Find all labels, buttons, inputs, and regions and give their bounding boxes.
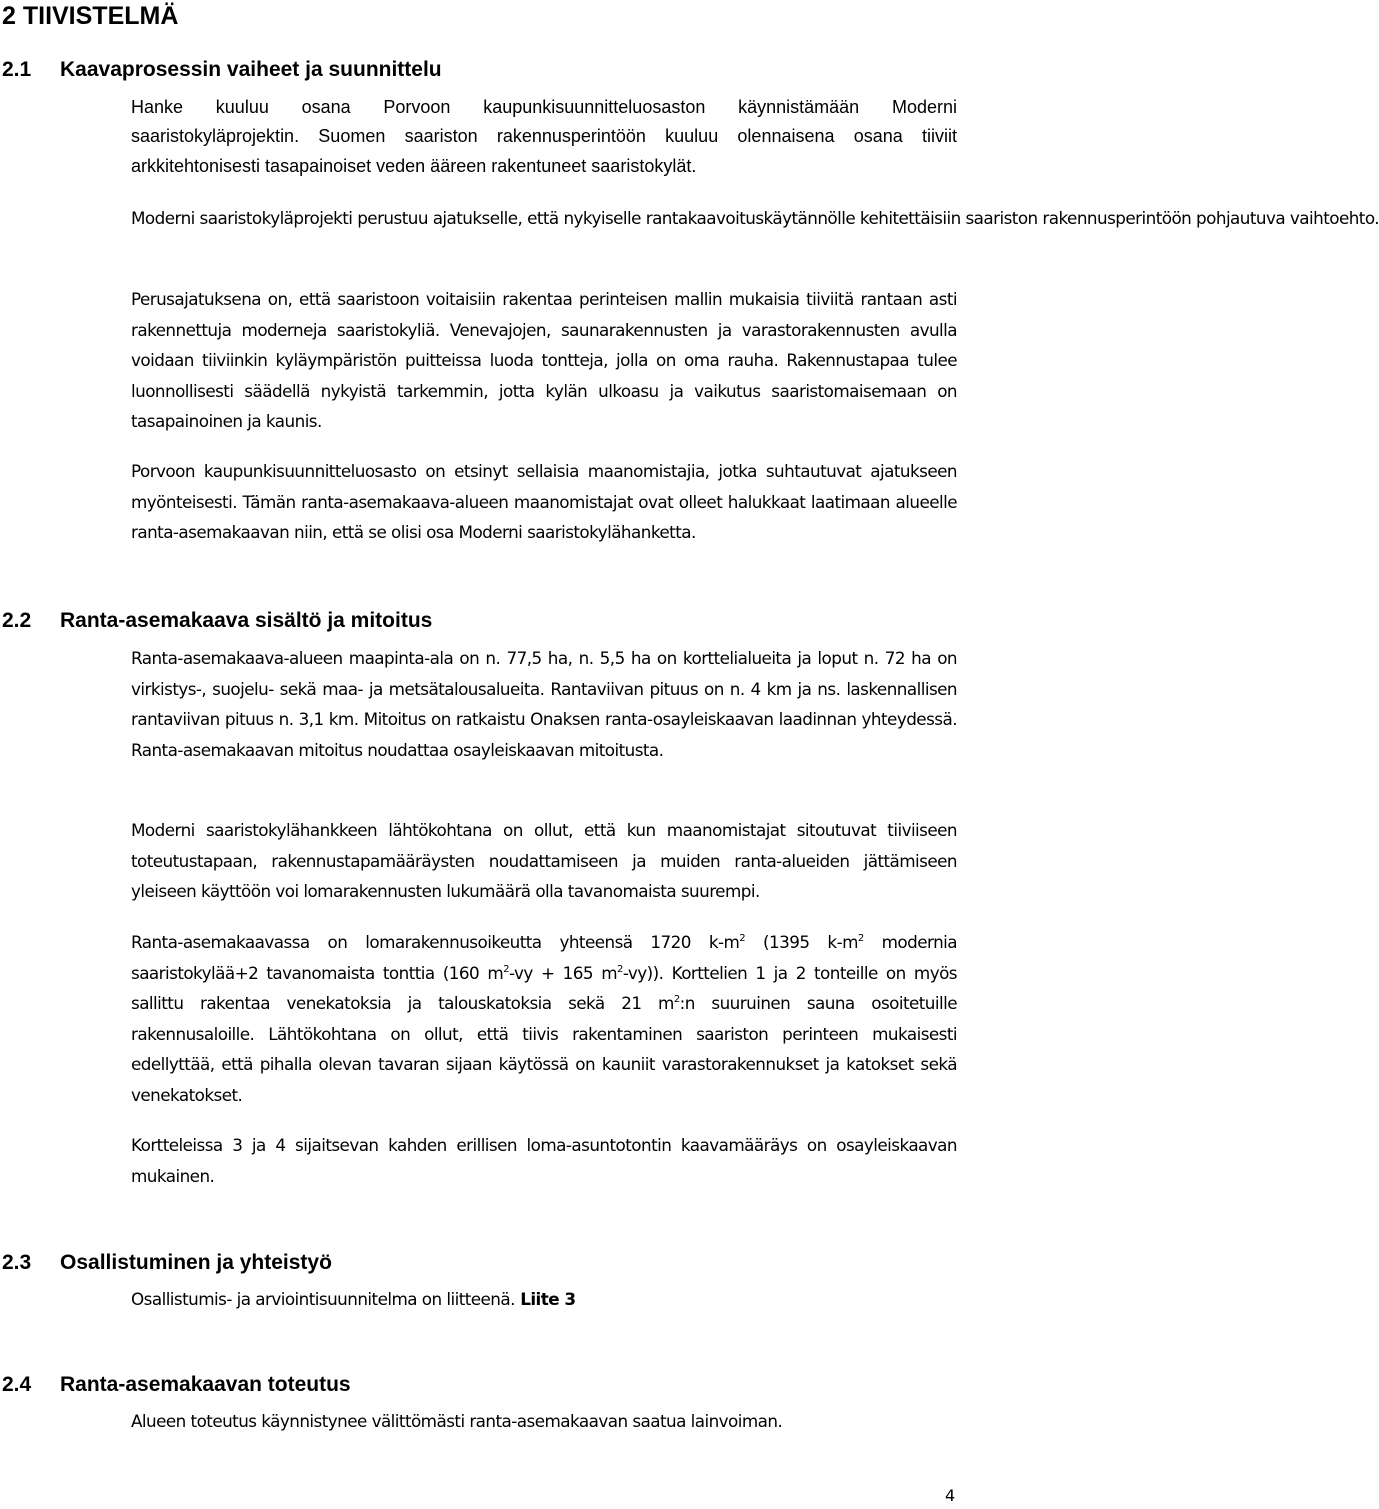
section-title: Ranta-asemakaava sisältö ja mitoitus (60, 609, 433, 632)
paragraph: Ranta-asemakaavassa on lomarakennusoikeutta yhteensä 1720 $k-m^2$ (1395 $k-m^2$ modernia saaristokylää+2 tavanomaista tonttia (160 $m^2-vy + 165$ $m^2-vy$)). Korttelien 1 ja 2 tonteille on myös sallittu rakentaa venekatoksia ja talouskatoksia sekä 21 $m^2:n$ suuruinen sauna osoitetuille rakennusaloille. Lähtökohtana on ollut, että tiivis rakentaminen saariston perinteen mukaisesti edellyttää, että pihalla olevan tavaran sijaan käytössä on kauniit varastorakennukset ja katokset sekä venekatokset. (131, 932, 958, 1105)
paragraph: Porvoon kaupunkisuunnitteluosasto on etsinyt sellaisia maanomistajia, jotka suhtautuvat ajatukseen myönteisesti. Tämän ranta-asemakaava-alueen maanomistajat ovat olleet halukkaat laatimaan alueelle ranta-asemakaavan niin, että se olisi osa Moderni saaristokylähanketta. (131, 461, 957, 543)
paragraph: Moderni saaristokyläprojekti perustuu ajatukselle, että nykyiselle rantakaavoituskäytännölle kehitettäisiin saariston rakennusperintöön pohjautuva vaihtoehto. (131, 208, 1379, 228)
page-number: 4 (945, 1486, 956, 1505)
section-number: 2.2 (2, 609, 32, 632)
section-heading-2-1 (2, 58, 442, 82)
section-title: Kaavaprosessin vaiheet ja suunnittelu (60, 58, 442, 81)
paragraph: Hanke kuuluu osana Porvoon kaupunkisuunnitteluosaston käynnistämään Moderni saaristokyläprojektin. Suomen saariston rakennusperintöön kuuluu olennaisena osana tiiviit arkkitehtonisesti tasapainoiset veden ääreen rakentuneet saaristokylät. (131, 97, 957, 176)
section-number: 2.3 (2, 1251, 32, 1274)
section-heading-2-3 (2, 1251, 332, 1275)
section-heading-2-4 (2, 1373, 351, 1397)
paragraph: Perusajatuksena on, että saaristoon voitaisiin rakentaa perinteisen mallin mukaisia tiiviitä rantaan asti rakennettuja moderneja saaristokyliä. Venevajojen, saunarakennusten ja varastorakennusten avulla voidaan tiiviinkin kyläympäristön puitteissa luoda tontteja, jolla on oma rauha. Rakennustapaa tulee luonnollisesti säädellä nykyistä tarkemmin, jotta kylän ulkoasu ja vaikutus saaristomaisemaan on tasapainoinen ja kaunis. (131, 289, 957, 432)
section-number: 2.4 (2, 1373, 32, 1396)
paragraph: Kortteleissa 3 ja 4 sijaitsevan kahden erillisen loma-asuntotontin kaavamääräys on osayleiskaavan mukainen. (131, 1135, 957, 1186)
paragraph: Osallistumis- ja arviointisuunnitelma on liitteenä. Liite 3 (131, 1289, 576, 1309)
section-title: Ranta-asemakaavan toteutus (60, 1373, 351, 1396)
section-title: Osallistuminen ja yhteistyö (60, 1251, 332, 1274)
paragraph: Alueen toteutus käynnistynee välittömästi ranta-asemakaavan saatua lainvoiman. (131, 1411, 783, 1431)
section-number: 2.1 (2, 58, 32, 81)
appendix-reference: Liite 3 (514, 1289, 576, 1309)
chapter-title: 2 TIIVISTELMÄ (2, 2, 179, 30)
paragraph: Moderni saaristokylähankkeen lähtökohtana on ollut, että kun maanomistajat sitoutuvat tiiviiseen toteutustapaan, rakennustapamääräysten noudattamiseen ja muiden ranta-alueiden jättämiseen yleiseen käyttöön voi lomarakennusten lukumäärä olla tavanomaista suurempi. (131, 820, 957, 902)
paragraph: Ranta-asemakaava-alueen maapinta-ala on n. 77,5 ha, n. 5,5 ha on korttelialueita ja loput n. 72 ha on virkistys-, suojelu- sekä maa- ja metsätalousalueita. Rantaviivan pituus on n. 4 km ja ns. laskennallisen rantaviivan pituus n. 3,1 km. Mitoitus on ratkaistu Onaksen ranta-osayleiskaavan laadinnan yhteydessä. Ranta-asemakaavan mitoitus noudattaa osayleiskaavan mitoitusta. (131, 648, 957, 760)
section-heading-2-2 (2, 609, 432, 633)
